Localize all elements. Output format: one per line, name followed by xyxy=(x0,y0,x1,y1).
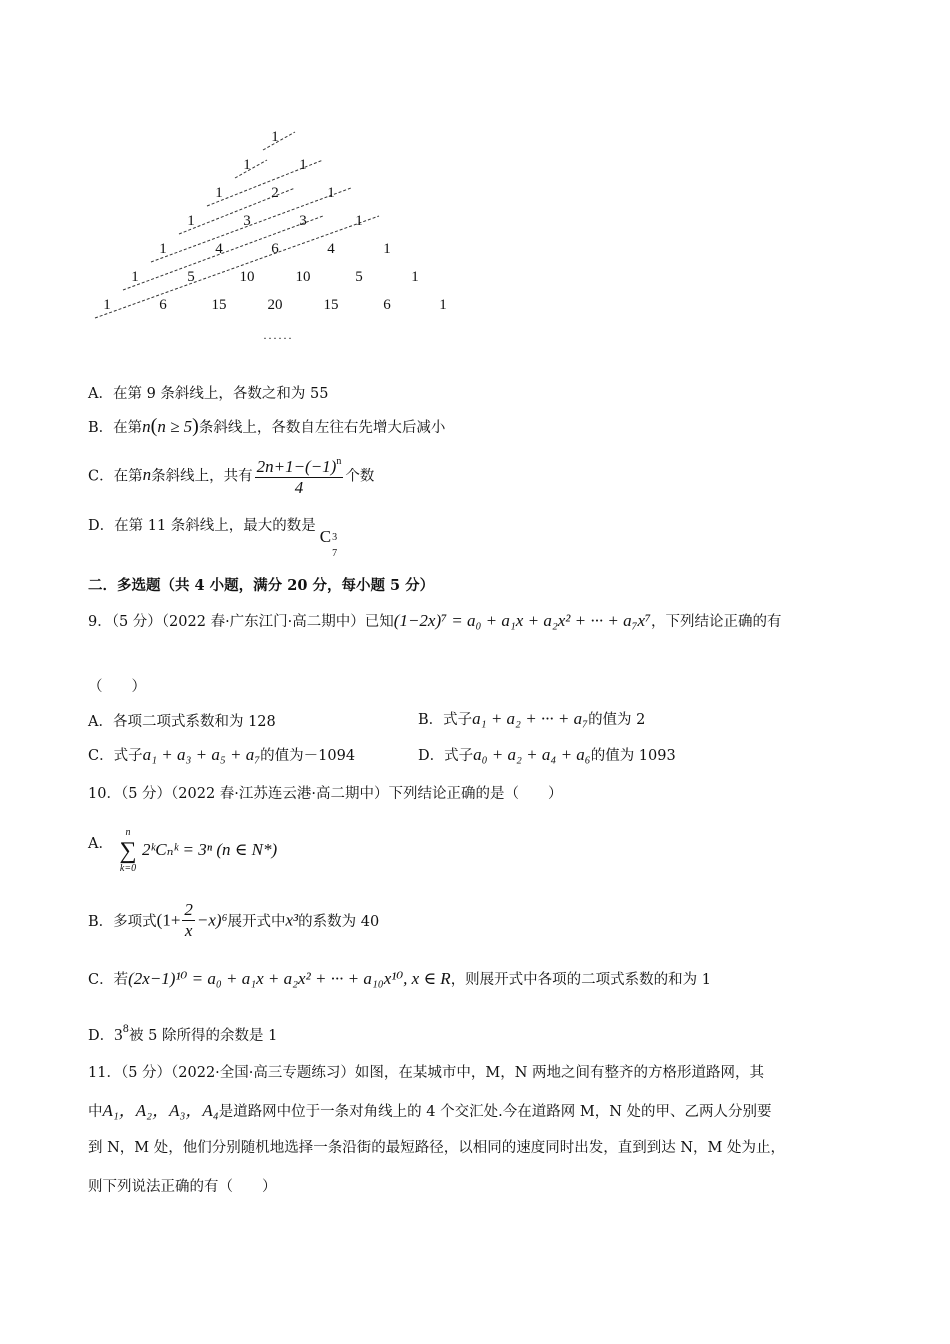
triangle-number: 5 xyxy=(355,269,363,285)
triangle-number: 3 xyxy=(299,213,307,229)
q8-option-b: B．在第n(n ≥ 5)条斜线上，各数自左往右先增大后减小 xyxy=(88,415,446,437)
q10-option-b: B．多项式(1+ $\frac{2}{x}$ −x)⁶展开式中x³的系数为 40 xyxy=(88,900,380,940)
q9-option-c: C．式子a₁ + a₃ + a₅ + a₇的值为－1094 xyxy=(88,745,356,764)
q9-stem: 9．（5 分）（2022 春·广东江门·高二期中）已知(1−2x)⁷ = a₀ + a₁x + a₂x² + ··· + a₇x⁷，下列结论正确的有 xyxy=(88,611,782,630)
triangle-number: 1 xyxy=(159,241,167,257)
triangle-number: 5 xyxy=(187,269,195,285)
triangle-number: 1 xyxy=(271,129,279,145)
triangle-number: 2 xyxy=(271,185,279,201)
triangle-number: 20 xyxy=(267,297,283,313)
q11-line4: 则下列说法正确的有（ ） xyxy=(88,1179,277,1195)
triangle-number: 6 xyxy=(383,297,391,313)
q9-option-d: D．式子a₀ + a₂ + a₄ + a₆的值为 1093 xyxy=(418,745,676,764)
triangle-number: 15 xyxy=(211,297,227,313)
q8-option-d: D．在第 11 条斜线上，最大的数是C 3 7 xyxy=(88,518,338,559)
triangle-ellipsis: ······ xyxy=(263,331,293,345)
triangle-number: 1 xyxy=(383,241,391,257)
triangle-number: 15 xyxy=(323,297,339,313)
triangle-number: 1 xyxy=(299,157,307,173)
triangle-number: 3 xyxy=(243,213,251,229)
q10-option-d: D．$3^8$被 5 除所得的余数是 1 xyxy=(88,1024,278,1044)
triangle-number: 1 xyxy=(439,297,447,313)
triangle-number: 4 xyxy=(215,241,223,257)
triangle-number: 10 xyxy=(295,269,311,285)
triangle-number: 1 xyxy=(187,213,195,229)
q9-option-a: A．各项二项式系数和为 128 xyxy=(88,714,276,730)
triangle-number: 1 xyxy=(243,157,251,173)
pascal-triangle-figure xyxy=(80,128,480,348)
q10-stem: 10．（5 分）（2022 春·江苏连云港·高二期中）下列结论正确的是（ ） xyxy=(88,786,563,802)
triangle-number: 1 xyxy=(103,297,111,313)
triangle-number: 1 xyxy=(411,269,419,285)
triangle-number: 1 xyxy=(215,185,223,201)
q11-line3: 到 N，M 处，他们分别随机地选择一条沿街的最短路径，以相同的速度同时出发，直到到达 N，M 处为止， xyxy=(88,1140,786,1156)
q8-option-a: A．在第 9 条斜线上，各数之和为 55 xyxy=(88,386,329,402)
q11-line2: 中A₁，A₂，A₃，A₄是道路网中位于一条对角线上的 4 个交汇处.今在道路网 M，N 处的甲、乙两人分别要 xyxy=(88,1101,772,1120)
triangle-number: 6 xyxy=(159,297,167,313)
triangle-number: 1 xyxy=(355,213,363,229)
q9-option-b: B．式子a₁ + a₂ + ··· + a₇的值为 2 xyxy=(418,709,646,728)
q8-option-c: C．在第n条斜线上，共有 $\frac{2n+1-(-1)^n}{4}$ 个数 xyxy=(88,452,374,498)
q9-paren: （ ） xyxy=(88,679,146,695)
triangle-number: 6 xyxy=(271,241,279,257)
section-title: 二．多选题（共 4 小题，满分 20 分，每小题 5 分） xyxy=(88,577,435,594)
q11-line1: 11．（5 分）（2022·全国·高三专题练习）如图，在某城市中，M，N 两地之间有整齐的方格形道路网，其 xyxy=(88,1065,765,1081)
triangle-number: 10 xyxy=(239,269,255,285)
q10-option-c: C．若(2x−1)¹⁰ = a₀ + a₁x + a₂x² + ··· + a₁₀x¹⁰, x ∈ R，则展开式中各项的二项式系数的和为 1 xyxy=(88,969,712,988)
triangle-number: 4 xyxy=(327,241,335,257)
triangle-number: 1 xyxy=(131,269,139,285)
triangle-number: 1 xyxy=(327,185,335,201)
